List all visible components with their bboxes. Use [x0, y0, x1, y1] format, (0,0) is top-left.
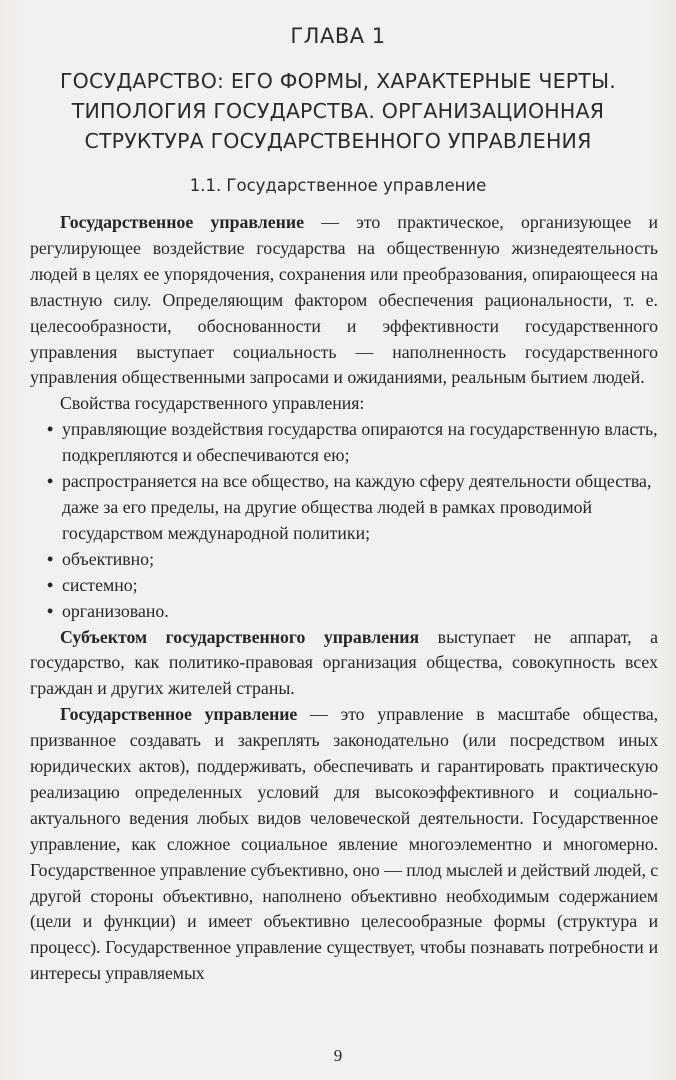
section-heading: 1.1. Государственное управление [189, 176, 487, 195]
list-item [30, 573, 658, 599]
bullet-icon: • [47, 574, 54, 595]
paragraph-scale-text: — это управление в масштабе общества, призванное создавать и закреплять законодательно (или посредством иных юридических актов), поддерживать, обеспечивать и гарантировать практическую реализацию определенных условий для высокоэффективного и социально-актуального ведения любых видов человеческой деятельности. Государственное управление, как сложное социальное явление многоэлементно и многомерно. Государственное управление субъективно, оно — плод мыслей и действий людей, с другой стороны объективно, наполнено объективно необходимым содержанием (цели и функции) и имеет объективно целесообразные формы (структура и процесс). Государственное управление существует, чтобы познавать потребности и интересы управляемых [30, 704, 659, 984]
list-item-text: управляющие воздействия государства опираются на государственную власть, подкрепляются и обеспечиваются ею; [62, 419, 658, 466]
list-item-text: организовано. [62, 600, 169, 621]
page-number: 9 [333, 1046, 343, 1065]
paragraph-subject-text: выступает не аппарат, а государство, как политико-правовая организация общества, совокупность всех граждан и других жителей страны. [30, 626, 658, 699]
list-item [30, 547, 658, 573]
paragraph-subject [30, 625, 658, 703]
bullet-icon: • [47, 548, 54, 569]
list-item [30, 469, 658, 547]
list-item-text: системно; [62, 574, 138, 595]
list-item [30, 417, 658, 469]
list-item [30, 599, 658, 625]
properties-intro: Свойства государственного управления: [60, 393, 365, 414]
properties-list [30, 417, 658, 624]
list-item-text: объективно; [62, 548, 155, 569]
paragraph-definition-text: — это практическое, организующее и регулирующее воздействие государства на общественную жизнедеятельность людей в целях ее упорядочения, сохранения или преобразования, опирающееся на властную силу. Определяющим фактором обеспечения рациональности, т. е. целесообразности, обоснованности и эффективности государственного управления выступает социальность — наполненность государственного управления общественными запросами и ожиданиями, реальным бытием людей. [30, 212, 658, 388]
body-text [30, 210, 658, 987]
chapter-label: ГЛАВА 1 [290, 24, 386, 48]
paragraph-scale [30, 702, 658, 987]
term-state-management: Государственное управление [60, 212, 304, 232]
bullet-icon: • [47, 471, 54, 492]
bullet-icon: • [47, 419, 54, 440]
chapter-title: ГОСУДАРСТВО: ЕГО ФОРМЫ, ХАРАКТЕРНЫЕ ЧЕРТЫ. ТИПОЛОГИЯ ГОСУДАРСТВА. ОРГАНИЗАЦИОННАЯ СТРУКТУРА ГОСУДАРСТВЕННОГО УПРАВЛЕНИЯ [59, 69, 617, 153]
term-subject: Субъектом государственного управления [60, 626, 420, 647]
bullet-icon: • [47, 600, 54, 621]
list-item-text: распространяется на все общество, на каждую сферу деятельности общества, даже за его пределы, на другие общества людей в рамках проводимой государством международной политики; [62, 471, 652, 543]
term-state-management-2: Государственное управление [60, 704, 298, 725]
paragraph-definition [30, 210, 658, 391]
